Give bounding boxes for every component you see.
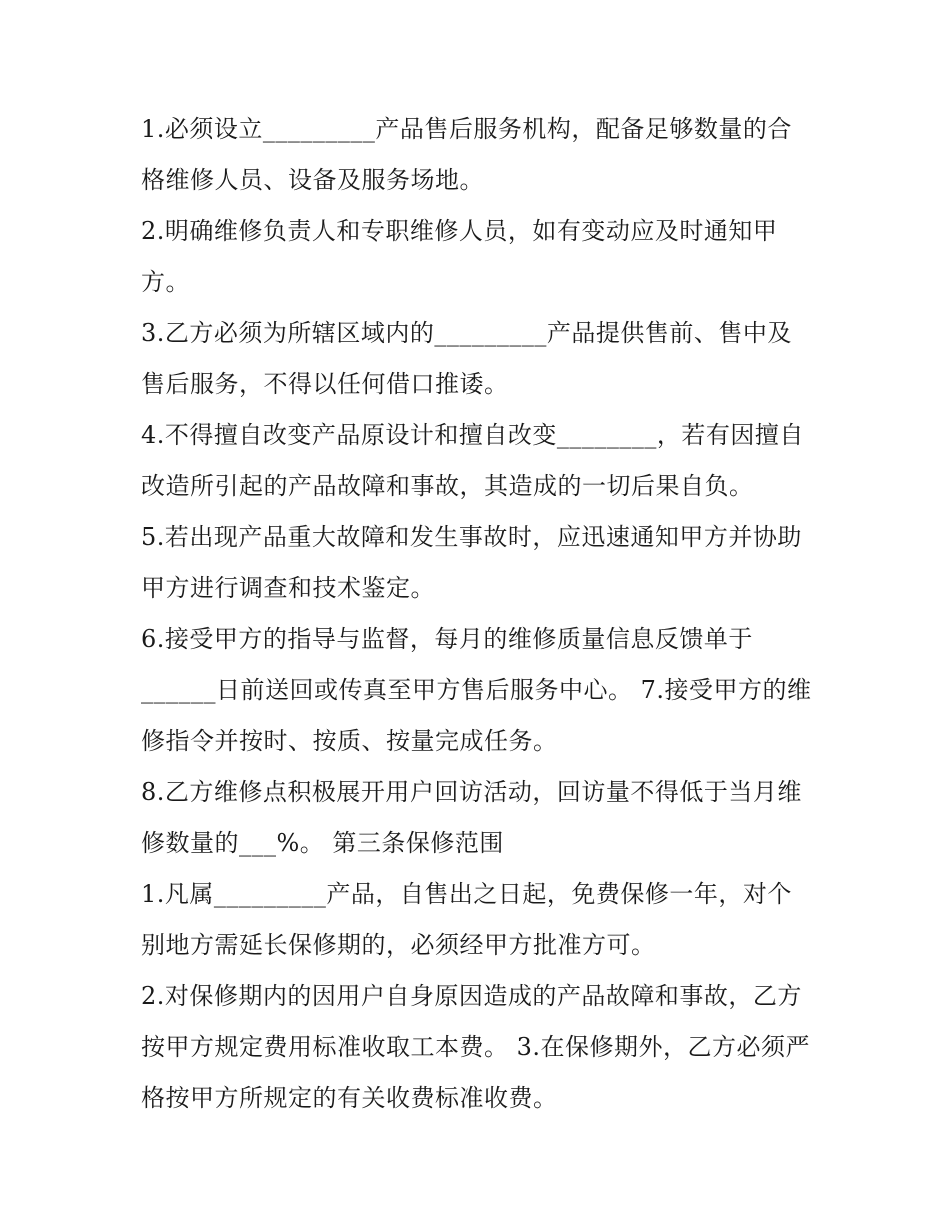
text-line-17: 别地方需延长保修期的，必须经甲方批准方可。 (141, 931, 656, 959)
text-line-19: 按甲方规定费用标准收取工本费。 3.在保修期外，乙方必须严 (141, 1033, 811, 1061)
document-body (141, 104, 821, 1124)
text-line-3: 2.明确维修负责人和专职维修人员，如有变动应及时通知甲 (141, 217, 778, 245)
text-line-8: 改造所引起的产品故障和事故，其造成的一切后果自负。 (141, 472, 754, 500)
text-line-14: 8.乙方维修点积极展开用户回访活动，回访量不得低于当月维 (141, 778, 802, 806)
text-line-1: 1.必须设立_________产品售后服务机构，配备足够数量的合 (141, 115, 792, 143)
text-line-6: 售后服务，不得以任何借口推诿。 (141, 370, 509, 398)
text-line-13: 修指令并按时、按质、按量完成任务。 (141, 727, 558, 755)
text-line-7: 4.不得擅自改变产品原设计和擅自改变________，若有因擅自 (141, 421, 804, 449)
text-line-9: 5.若出现产品重大故障和发生事故时，应迅速通知甲方并协助 (141, 523, 802, 551)
text-line-10: 甲方进行调查和技术鉴定。 (141, 574, 435, 602)
text-line-11: 6.接受甲方的指导与监督，每月的维修质量信息反馈单于 (141, 625, 753, 653)
text-line-12: ______日前送回或传真至甲方售后服务中心。 7.接受甲方的维 (141, 676, 812, 704)
text-line-20: 格按甲方所规定的有关收费标准收费。 (141, 1084, 558, 1112)
text-line-2: 格维修人员、设备及服务场地。 (141, 166, 484, 194)
text-line-5: 3.乙方必须为所辖区域内的_________产品提供售前、售中及 (141, 319, 792, 347)
text-line-15: 修数量的___%。 第三条保修范围 (141, 829, 504, 857)
text-line-4: 方。 (141, 268, 190, 296)
text-line-16: 1.凡属_________产品，自售出之日起，免费保修一年，对个 (141, 880, 792, 908)
text-line-18: 2.对保修期内的因用户自身原因造成的产品故障和事故，乙方 (141, 982, 802, 1010)
